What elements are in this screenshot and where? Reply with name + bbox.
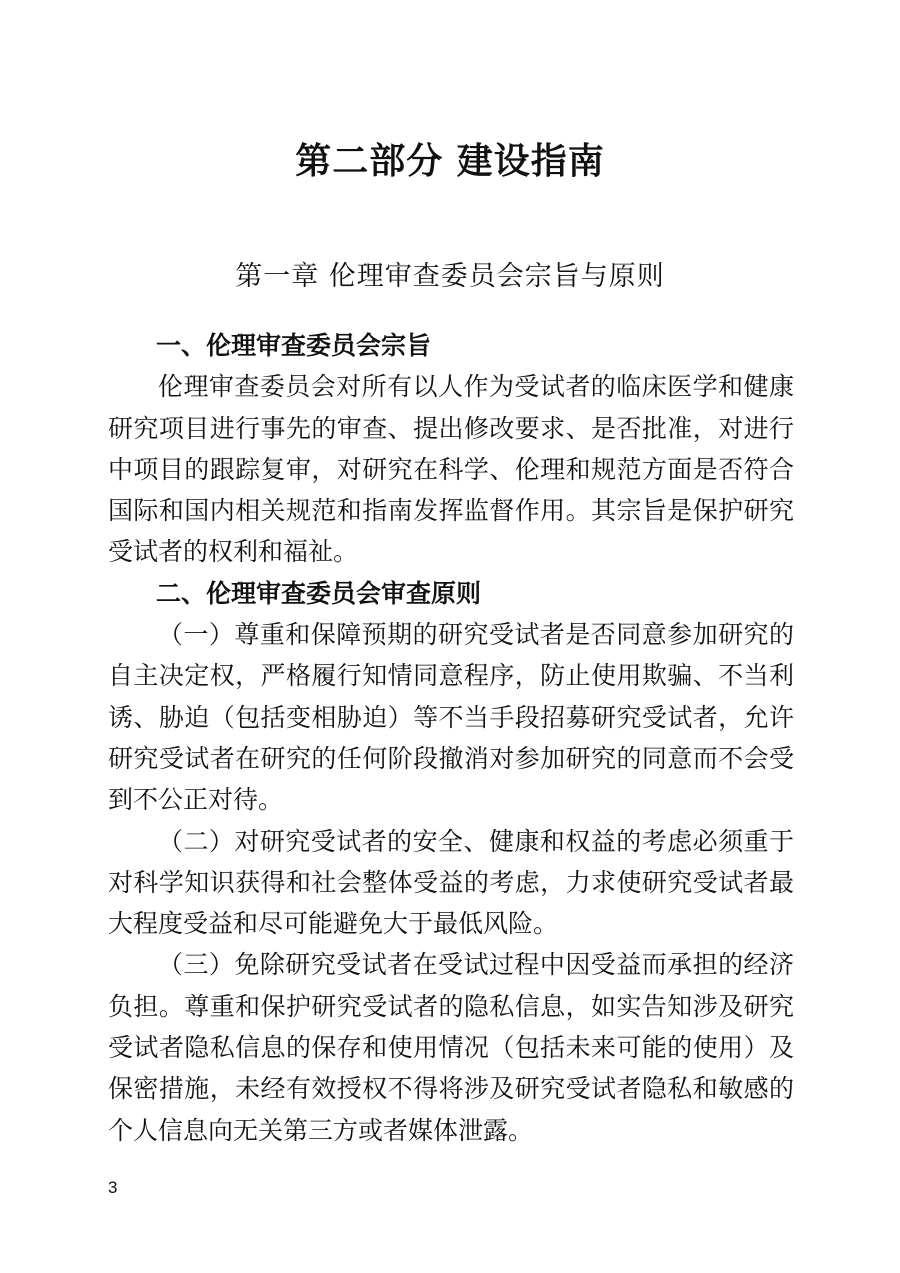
section-heading-principles: 二、伦理审查委员会审查原则 xyxy=(156,578,482,608)
paragraph-principle-3: （三）免除研究受试者在受试过程中因受益而承担的经济负担。尊重和保护研究受试者的隐私信息，如实告知涉及研究受试者隐私信息的保存和使用情况（包括未来可能的使用）及保密措施，未经有效授权不得将涉及研究受试者隐私和敏感的个人信息向无关第三方或者媒体泄露。 xyxy=(108,950,794,1145)
document-body xyxy=(108,325,794,1151)
page-number: 3 xyxy=(108,1178,118,1197)
paragraph-principle-2: （二）对研究受试者的安全、健康和权益的考虑必须重于对科学知识获得和社会整体受益的考虑，力求使研究受试者最大程度受益和尽可能避免大于最低风险。 xyxy=(108,826,794,939)
section-heading-purpose: 一、伦理审查委员会宗旨 xyxy=(156,331,432,360)
paragraph-principle-1: （一）尊重和保障预期的研究受试者是否同意参加研究的自主决定权，严格履行知情同意程序，防止使用欺骗、不当利诱、胁迫（包括变相胁迫）等不当手段招募研究受试者，允许研究受试者在研究的任何阶段撤消对参加研究的同意而不会受到不公正对待。 xyxy=(108,620,794,815)
paragraph-purpose: 伦理审查委员会对所有以人作为受试者的临床医学和健康研究项目进行事先的审查、提出修改要求、是否批准，对进行中项目的跟踪复审，对研究在科学、伦理和规范方面是否符合国际和国内相关规范和指南发挥监督作用。其宗旨是保护研究受试者的权利和福祉。 xyxy=(108,372,794,567)
chapter-title: 第一章 伦理审查委员会宗旨与原则 xyxy=(235,261,665,292)
part-title: 第二部分 建设指南 xyxy=(295,141,605,182)
